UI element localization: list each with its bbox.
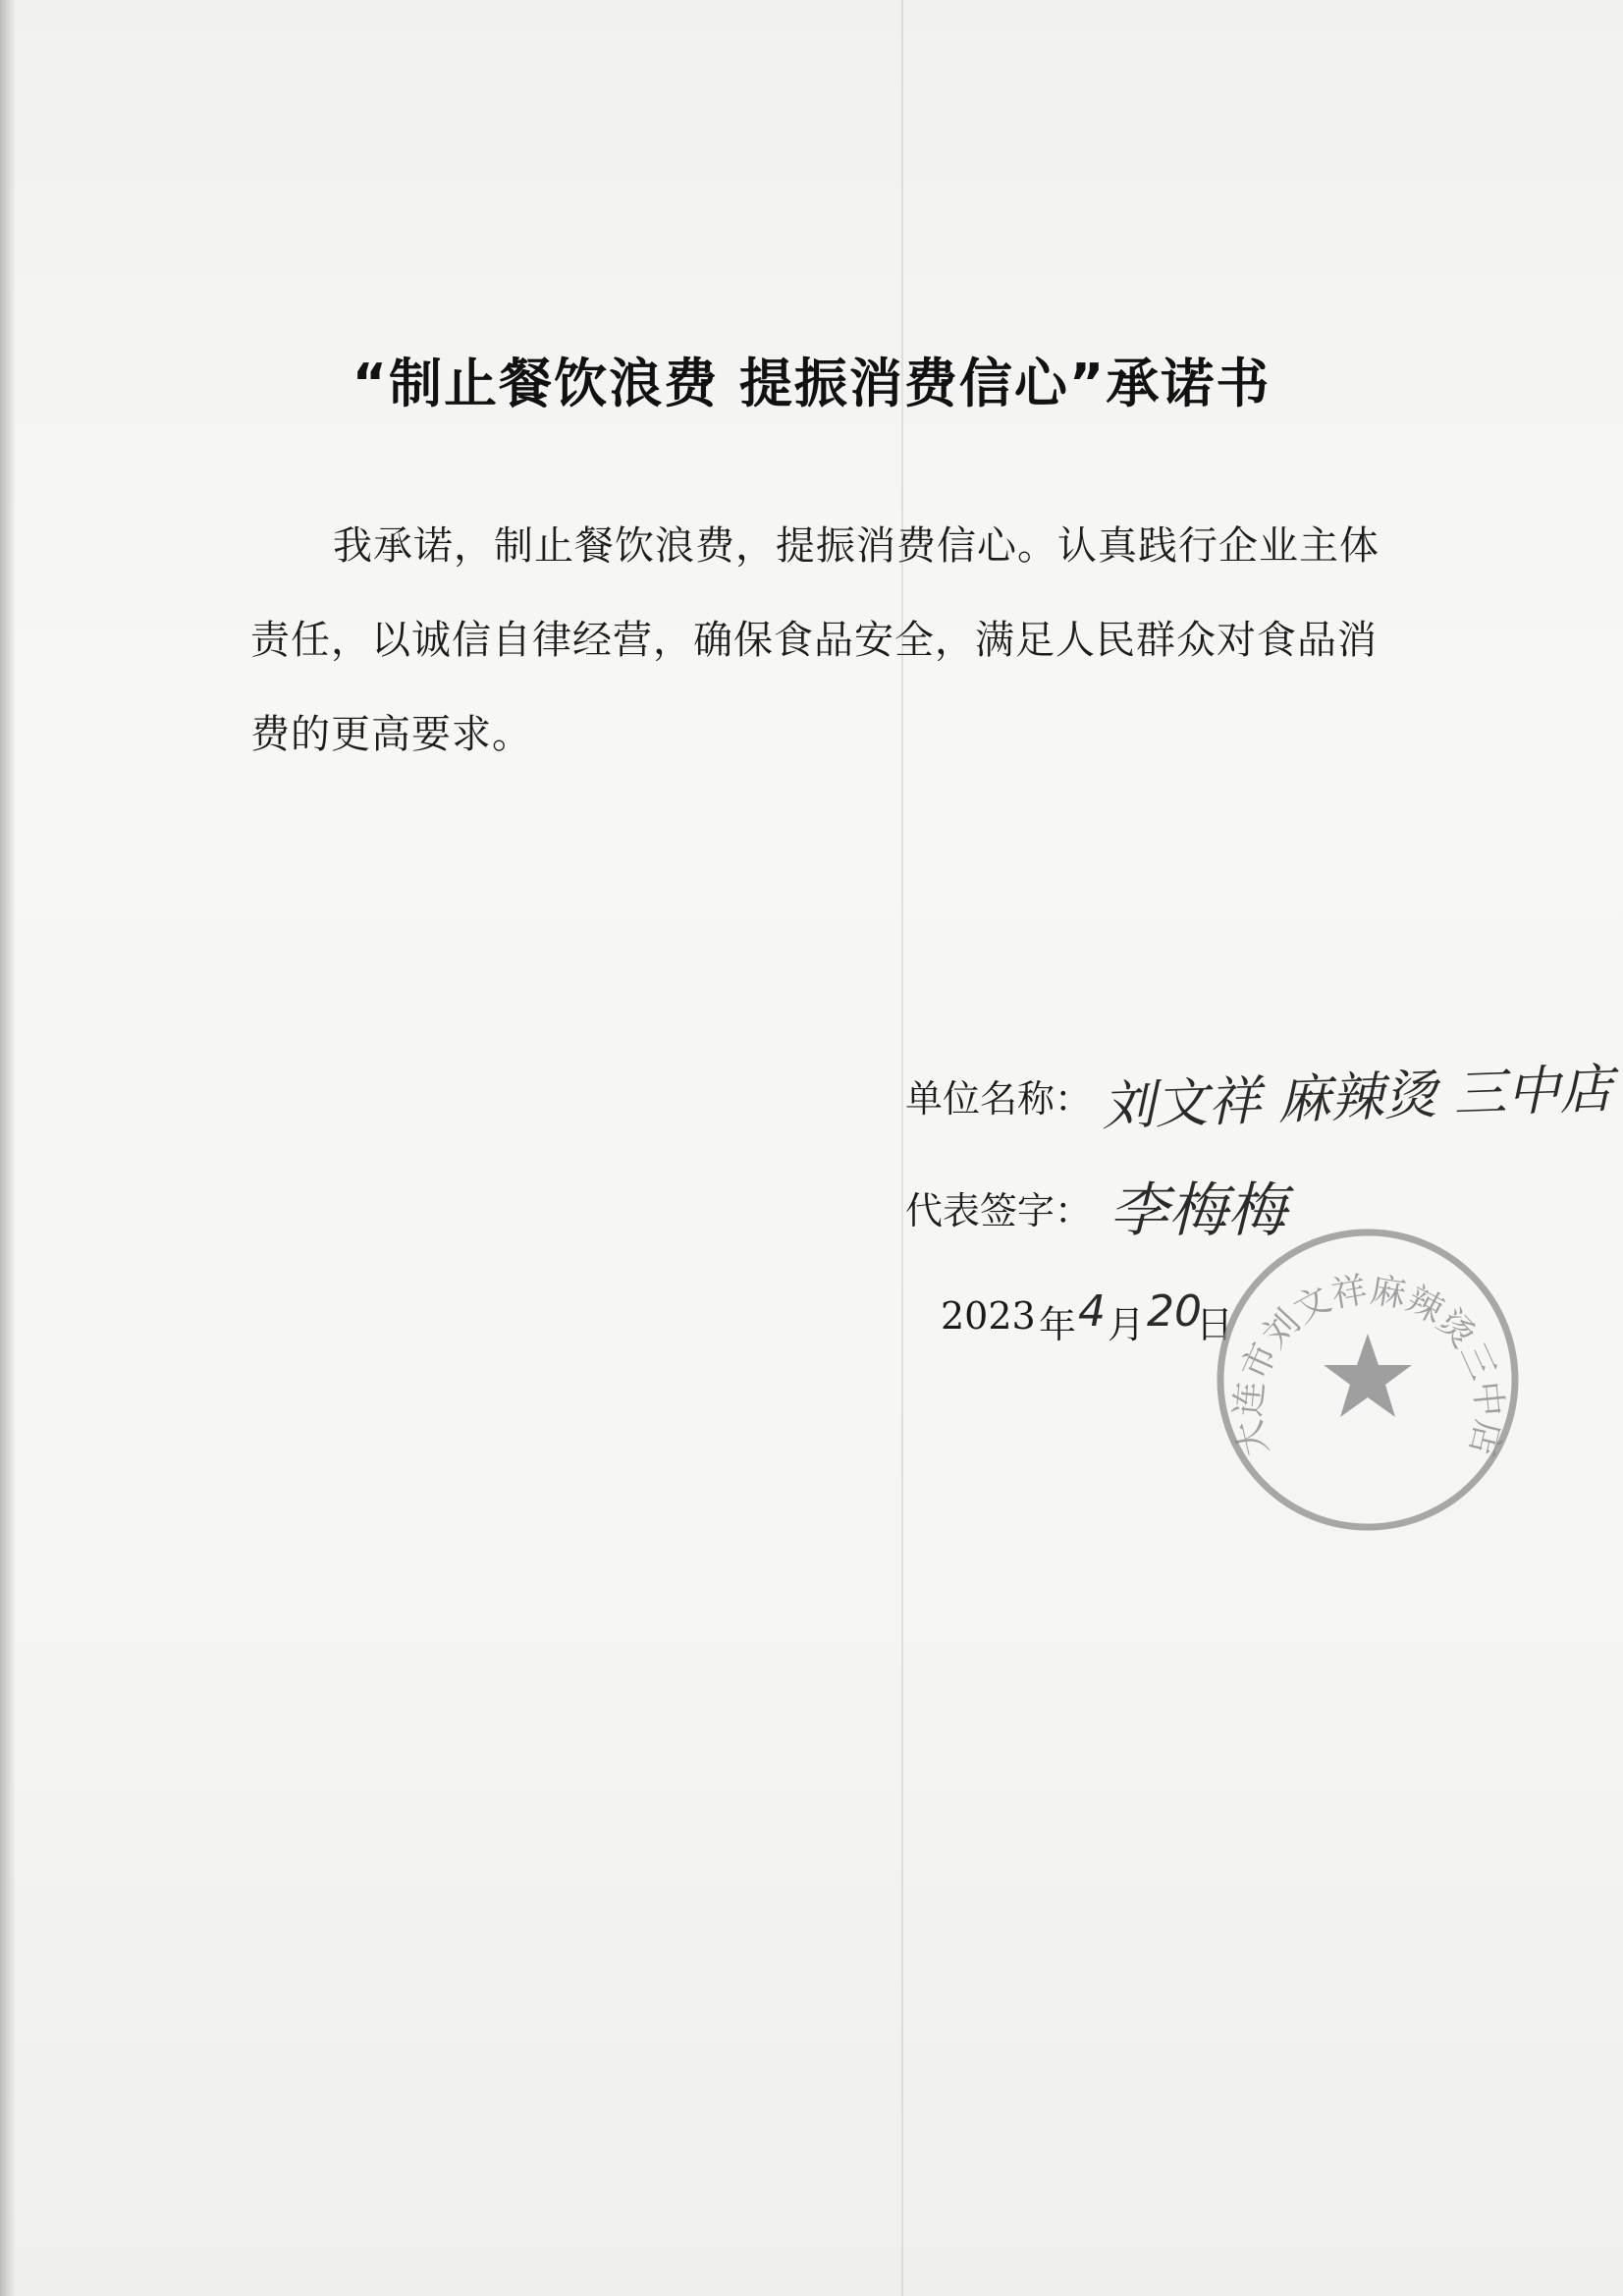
date-year-char: 年 [1039,1303,1077,1346]
document-title: “制止餐饮浪费 提振消费信心”承诺书 [352,353,1271,414]
date-year: 2023 [941,1294,1036,1338]
representative-signature: 李梅梅 [1109,1176,1286,1245]
date-month-char: 月 [1108,1303,1146,1346]
star-icon [1324,1334,1412,1417]
company-seal [1206,1218,1530,1542]
unit-name-handwritten: 刘文祥 麻辣烫 三中店 [1101,1057,1614,1138]
commitment-body: 我承诺，制止餐饮浪费，提振消费信心。认真践行企业主体责任，以诚信自律经营，确保食品安全，满足人民群众对食品消费的更高要求。 [250,523,1380,757]
date-month-handwritten: 4 [1078,1286,1106,1337]
date-day-char: 日 [1196,1303,1234,1346]
unit-name-label: 单位名称： [905,1077,1093,1121]
representative-label: 代表签字： [905,1189,1093,1232]
seal-text: 大连市刘文祥麻辣烫三中店 [1227,1270,1510,1460]
date-day-handwritten: 20 [1147,1286,1202,1337]
